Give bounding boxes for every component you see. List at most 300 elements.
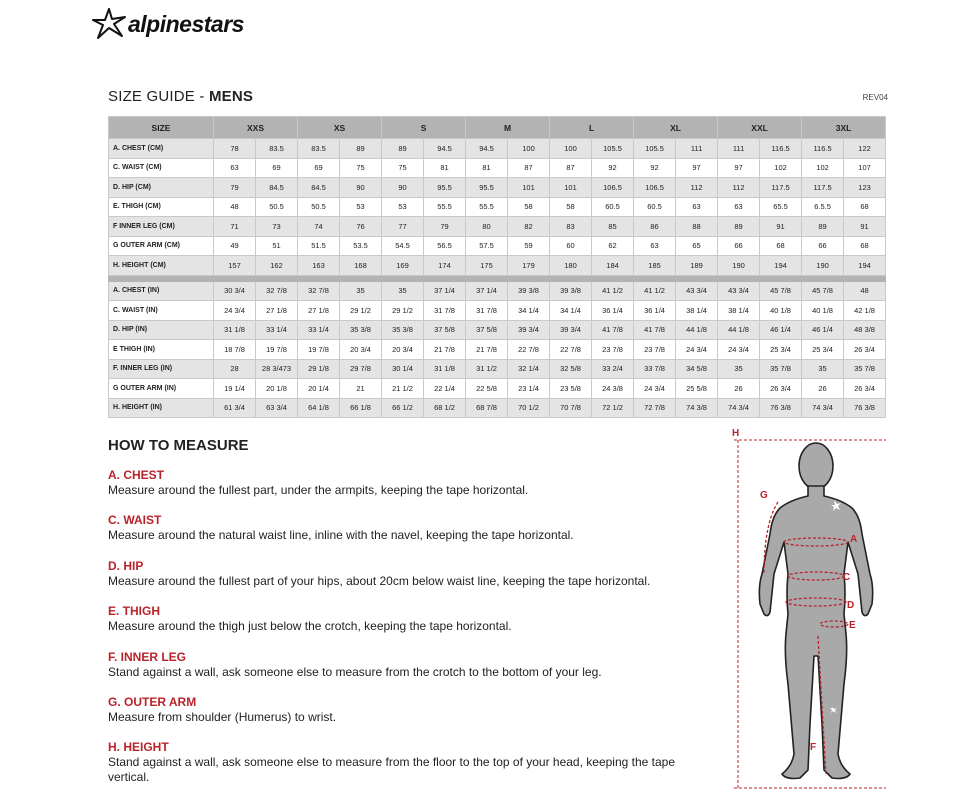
measure-description: Measure from shoulder (Humerus) to wrist. bbox=[108, 710, 337, 724]
table-cell: 75 bbox=[382, 158, 424, 178]
table-cell: 22 7/8 bbox=[550, 340, 592, 360]
page-title bbox=[108, 88, 253, 105]
table-cell: 32 7/8 bbox=[298, 281, 340, 301]
table-cell: 83.5 bbox=[256, 139, 298, 159]
table-cell: 28 bbox=[214, 359, 256, 379]
table-cell: 88 bbox=[676, 217, 718, 237]
table-cell: 25 5/8 bbox=[676, 379, 718, 399]
table-cell: 37 1/4 bbox=[466, 281, 508, 301]
size-header-xs: XS bbox=[298, 117, 382, 139]
table-cell: 75 bbox=[340, 158, 382, 178]
table-cell: 38 1/4 bbox=[718, 301, 760, 321]
table-cell: 40 1/8 bbox=[760, 301, 802, 321]
table-cell: 39 3/4 bbox=[508, 320, 550, 340]
table-row bbox=[109, 340, 886, 360]
table-cell: 89 bbox=[382, 139, 424, 159]
row-label: F INNER LEG (CM) bbox=[109, 217, 214, 237]
table-cell: 100 bbox=[550, 139, 592, 159]
table-cell: 80 bbox=[466, 217, 508, 237]
table-cell: 85 bbox=[592, 217, 634, 237]
table-cell: 24 3/4 bbox=[676, 340, 718, 360]
table-cell: 168 bbox=[340, 256, 382, 276]
table-cell: 123 bbox=[844, 178, 886, 198]
row-label: E THIGH (IN) bbox=[109, 340, 214, 360]
row-label: A. CHEST (CM) bbox=[109, 139, 214, 159]
table-cell: 73 bbox=[256, 217, 298, 237]
table-cell: 89 bbox=[802, 217, 844, 237]
table-cell: 26 3/4 bbox=[760, 379, 802, 399]
table-cell: 31 1/8 bbox=[214, 320, 256, 340]
table-row bbox=[109, 197, 886, 217]
measure-item bbox=[108, 513, 708, 543]
table-cell: 70 1/2 bbox=[508, 398, 550, 418]
table-cell: 48 bbox=[844, 281, 886, 301]
table-cell: 20 3/4 bbox=[340, 340, 382, 360]
table-cell: 112 bbox=[676, 178, 718, 198]
table-cell: 102 bbox=[802, 158, 844, 178]
table-cell: 22 5/8 bbox=[466, 379, 508, 399]
table-cell: 68 7/8 bbox=[466, 398, 508, 418]
table-cell: 46 1/4 bbox=[802, 320, 844, 340]
table-cell: 31 1/2 bbox=[466, 359, 508, 379]
table-cell: 189 bbox=[676, 256, 718, 276]
table-cell: 190 bbox=[802, 256, 844, 276]
table-cell: 35 7/8 bbox=[844, 359, 886, 379]
row-label: H. HEIGHT (IN) bbox=[109, 398, 214, 418]
table-cell: 6.5.5 bbox=[802, 197, 844, 217]
table-row bbox=[109, 379, 886, 399]
table-cell: 22 1/4 bbox=[424, 379, 466, 399]
table-cell: 169 bbox=[382, 256, 424, 276]
measure-item bbox=[108, 740, 708, 785]
table-cell: 33 1/4 bbox=[298, 320, 340, 340]
table-cell: 101 bbox=[550, 178, 592, 198]
row-label: E. THIGH (CM) bbox=[109, 197, 214, 217]
table-cell: 32 5/8 bbox=[550, 359, 592, 379]
table-cell: 21 1/2 bbox=[382, 379, 424, 399]
row-label: D. HIP (CM) bbox=[109, 178, 214, 198]
table-cell: 106.5 bbox=[592, 178, 634, 198]
table-cell: 26 bbox=[802, 379, 844, 399]
table-cell: 48 3/8 bbox=[844, 320, 886, 340]
table-cell: 117.5 bbox=[760, 178, 802, 198]
table-cell: 157 bbox=[214, 256, 256, 276]
figure-label-e: E bbox=[849, 620, 856, 631]
table-cell: 29 7/8 bbox=[340, 359, 382, 379]
table-cell: 29 1/8 bbox=[298, 359, 340, 379]
table-cell: 29 1/2 bbox=[382, 301, 424, 321]
table-cell: 175 bbox=[466, 256, 508, 276]
table-cell: 68 1/2 bbox=[424, 398, 466, 418]
title-gender: MENS bbox=[208, 88, 254, 105]
table-cell: 68 bbox=[760, 236, 802, 256]
table-cell: 194 bbox=[844, 256, 886, 276]
table-cell: 60 bbox=[550, 236, 592, 256]
table-cell: 66 1/2 bbox=[382, 398, 424, 418]
table-cell: 76 3/8 bbox=[844, 398, 886, 418]
table-cell: 163 bbox=[298, 256, 340, 276]
table-cell: 31 1/8 bbox=[424, 359, 466, 379]
table-cell: 35 bbox=[802, 359, 844, 379]
table-row bbox=[109, 320, 886, 340]
table-cell: 60.5 bbox=[634, 197, 676, 217]
table-cell: 41 7/8 bbox=[634, 320, 676, 340]
size-header-s: S bbox=[382, 117, 466, 139]
row-label: A. CHEST (IN) bbox=[109, 281, 214, 301]
table-cell: 82 bbox=[508, 217, 550, 237]
table-row bbox=[109, 217, 886, 237]
table-cell: 33 1/4 bbox=[256, 320, 298, 340]
body-silhouette bbox=[759, 443, 872, 779]
table-cell: 51.5 bbox=[298, 236, 340, 256]
table-cell: 26 bbox=[718, 379, 760, 399]
table-cell: 29 1/2 bbox=[340, 301, 382, 321]
table-cell: 106.5 bbox=[634, 178, 676, 198]
figure-label-d: D bbox=[847, 600, 855, 611]
measure-item bbox=[108, 559, 708, 589]
table-cell: 25 3/4 bbox=[760, 340, 802, 360]
table-cell: 72 1/2 bbox=[592, 398, 634, 418]
table-cell: 184 bbox=[592, 256, 634, 276]
table-cell: 37 5/8 bbox=[466, 320, 508, 340]
row-label: C. WAIST (IN) bbox=[109, 301, 214, 321]
size-column-header: SIZE bbox=[109, 117, 214, 139]
table-cell: 38 1/4 bbox=[676, 301, 718, 321]
size-table-body bbox=[109, 139, 886, 418]
table-cell: 66 1/8 bbox=[340, 398, 382, 418]
table-cell: 111 bbox=[676, 139, 718, 159]
table-cell: 50.5 bbox=[298, 197, 340, 217]
table-cell: 65.5 bbox=[760, 197, 802, 217]
body-figure bbox=[730, 424, 890, 794]
table-cell: 21 bbox=[340, 379, 382, 399]
table-cell: 33 7/8 bbox=[634, 359, 676, 379]
measure-item bbox=[108, 604, 708, 634]
table-cell: 18 7/8 bbox=[214, 340, 256, 360]
row-label: G OUTER ARM (CM) bbox=[109, 236, 214, 256]
table-row bbox=[109, 139, 886, 159]
table-cell: 89 bbox=[718, 217, 760, 237]
table-cell: 44 1/8 bbox=[718, 320, 760, 340]
table-cell: 23 7/8 bbox=[592, 340, 634, 360]
table-cell: 25 3/4 bbox=[802, 340, 844, 360]
measure-heading: H. HEIGHT bbox=[108, 740, 169, 754]
table-cell: 56.5 bbox=[424, 236, 466, 256]
table-cell: 122 bbox=[844, 139, 886, 159]
table-cell: 28 3/473 bbox=[256, 359, 298, 379]
figure-label-c: C bbox=[843, 572, 851, 583]
table-row bbox=[109, 256, 886, 276]
table-cell: 53.5 bbox=[340, 236, 382, 256]
table-cell: 78 bbox=[214, 139, 256, 159]
table-cell: 63 bbox=[676, 197, 718, 217]
table-cell: 174 bbox=[424, 256, 466, 276]
table-cell: 19 7/8 bbox=[298, 340, 340, 360]
table-cell: 69 bbox=[298, 158, 340, 178]
table-cell: 30 1/4 bbox=[382, 359, 424, 379]
table-cell: 102 bbox=[760, 158, 802, 178]
table-cell: 74 3/8 bbox=[676, 398, 718, 418]
row-label: G OUTER ARM (IN) bbox=[109, 379, 214, 399]
brand-logo bbox=[92, 8, 244, 40]
table-cell: 86 bbox=[634, 217, 676, 237]
table-cell: 100 bbox=[508, 139, 550, 159]
table-cell: 105.5 bbox=[634, 139, 676, 159]
row-label: H. HEIGHT (CM) bbox=[109, 256, 214, 276]
table-cell: 92 bbox=[592, 158, 634, 178]
table-cell: 24 3/4 bbox=[634, 379, 676, 399]
measure-heading: C. WAIST bbox=[108, 513, 162, 527]
table-cell: 76 bbox=[340, 217, 382, 237]
table-cell: 43 3/4 bbox=[718, 281, 760, 301]
body-diagram bbox=[730, 424, 890, 794]
table-cell: 97 bbox=[718, 158, 760, 178]
table-cell: 34 5/8 bbox=[676, 359, 718, 379]
table-cell: 41 1/2 bbox=[592, 281, 634, 301]
table-cell: 162 bbox=[256, 256, 298, 276]
table-cell: 70 7/8 bbox=[550, 398, 592, 418]
table-cell: 36 1/4 bbox=[634, 301, 676, 321]
how-to-measure-title: HOW TO MEASURE bbox=[108, 437, 249, 454]
table-cell: 45 7/8 bbox=[760, 281, 802, 301]
table-cell: 26 3/4 bbox=[844, 379, 886, 399]
table-cell: 44 1/8 bbox=[676, 320, 718, 340]
table-cell: 66 bbox=[718, 236, 760, 256]
table-cell: 91 bbox=[760, 217, 802, 237]
table-cell: 35 3/8 bbox=[382, 320, 424, 340]
table-cell: 30 3/4 bbox=[214, 281, 256, 301]
table-cell: 45 7/8 bbox=[802, 281, 844, 301]
table-cell: 20 1/4 bbox=[298, 379, 340, 399]
table-cell: 32 7/8 bbox=[256, 281, 298, 301]
table-cell: 84.5 bbox=[298, 178, 340, 198]
table-cell: 68 bbox=[844, 197, 886, 217]
measure-heading: A. CHEST bbox=[108, 468, 165, 482]
table-cell: 36 1/4 bbox=[592, 301, 634, 321]
table-cell: 37 5/8 bbox=[424, 320, 466, 340]
table-cell: 94.5 bbox=[424, 139, 466, 159]
table-cell: 63 3/4 bbox=[256, 398, 298, 418]
table-cell: 51 bbox=[256, 236, 298, 256]
table-cell: 72 7/8 bbox=[634, 398, 676, 418]
table-cell: 94.5 bbox=[466, 139, 508, 159]
figure-label-g: G bbox=[760, 490, 768, 501]
table-cell: 117.5 bbox=[802, 178, 844, 198]
table-cell: 71 bbox=[214, 217, 256, 237]
table-cell: 68 bbox=[844, 236, 886, 256]
table-cell: 81 bbox=[466, 158, 508, 178]
size-header-3xl: 3XL bbox=[802, 117, 886, 139]
measure-description: Stand against a wall, ask someone else to measure from the crotch to the bottom of your leg. bbox=[108, 665, 602, 679]
table-cell: 31 7/8 bbox=[424, 301, 466, 321]
size-table bbox=[108, 116, 886, 418]
table-cell: 21 7/8 bbox=[424, 340, 466, 360]
table-cell: 190 bbox=[718, 256, 760, 276]
table-cell: 63 bbox=[634, 236, 676, 256]
table-cell: 116.5 bbox=[802, 139, 844, 159]
size-header-xl: XL bbox=[634, 117, 718, 139]
table-cell: 79 bbox=[424, 217, 466, 237]
table-row bbox=[109, 236, 886, 256]
table-cell: 50.5 bbox=[256, 197, 298, 217]
table-cell: 101 bbox=[508, 178, 550, 198]
table-cell: 55.5 bbox=[424, 197, 466, 217]
table-cell: 23 5/8 bbox=[550, 379, 592, 399]
size-header-row bbox=[109, 117, 886, 139]
table-cell: 83.5 bbox=[298, 139, 340, 159]
measure-description: Measure around the natural waist line, inline with the navel, keeping the tape horizontal. bbox=[108, 528, 574, 542]
table-cell: 41 1/2 bbox=[634, 281, 676, 301]
table-row bbox=[109, 301, 886, 321]
table-cell: 58 bbox=[550, 197, 592, 217]
table-row bbox=[109, 178, 886, 198]
table-cell: 95.5 bbox=[466, 178, 508, 198]
title-row bbox=[108, 86, 888, 108]
table-cell: 34 1/4 bbox=[508, 301, 550, 321]
table-row bbox=[109, 281, 886, 301]
table-cell: 87 bbox=[550, 158, 592, 178]
table-cell: 63 bbox=[718, 197, 760, 217]
table-row bbox=[109, 359, 886, 379]
table-cell: 33 2/4 bbox=[592, 359, 634, 379]
measure-item bbox=[108, 695, 708, 725]
alpinestars-star-icon bbox=[92, 8, 126, 40]
table-cell: 59 bbox=[508, 236, 550, 256]
table-cell: 112 bbox=[718, 178, 760, 198]
table-cell: 24 3/4 bbox=[718, 340, 760, 360]
row-label: F. INNER LEG (IN) bbox=[109, 359, 214, 379]
table-cell: 79 bbox=[214, 178, 256, 198]
table-cell: 20 1/8 bbox=[256, 379, 298, 399]
table-cell: 40 1/8 bbox=[802, 301, 844, 321]
table-row bbox=[109, 158, 886, 178]
measure-heading: G. OUTER ARM bbox=[108, 695, 197, 709]
table-cell: 185 bbox=[634, 256, 676, 276]
table-cell: 49 bbox=[214, 236, 256, 256]
revision-code: REV04 bbox=[862, 93, 888, 102]
measure-description: Measure around the fullest part of your hips, about 20cm below waist line, keeping the tape horizontal. bbox=[108, 574, 651, 588]
table-cell: 35 7/8 bbox=[760, 359, 802, 379]
table-row bbox=[109, 398, 886, 418]
table-cell: 21 7/8 bbox=[466, 340, 508, 360]
size-header-xxl: XXL bbox=[718, 117, 802, 139]
table-cell: 116.5 bbox=[760, 139, 802, 159]
table-cell: 35 3/8 bbox=[340, 320, 382, 340]
table-cell: 95.5 bbox=[424, 178, 466, 198]
table-cell: 19 7/8 bbox=[256, 340, 298, 360]
table-cell: 97 bbox=[676, 158, 718, 178]
measure-heading: F. INNER LEG bbox=[108, 650, 187, 664]
table-cell: 91 bbox=[844, 217, 886, 237]
table-cell: 41 7/8 bbox=[592, 320, 634, 340]
table-cell: 23 7/8 bbox=[634, 340, 676, 360]
measure-heading: D. HIP bbox=[108, 559, 144, 573]
table-cell: 24 3/4 bbox=[214, 301, 256, 321]
table-cell: 27 1/8 bbox=[298, 301, 340, 321]
table-cell: 20 3/4 bbox=[382, 340, 424, 360]
table-cell: 22 7/8 bbox=[508, 340, 550, 360]
table-cell: 26 3/4 bbox=[844, 340, 886, 360]
table-cell: 39 3/8 bbox=[550, 281, 592, 301]
size-header-xxs: XXS bbox=[214, 117, 298, 139]
measure-description: Stand against a wall, ask someone else to measure from the floor to the top of your head, keeping the tape vertical. bbox=[108, 755, 676, 784]
table-cell: 90 bbox=[382, 178, 424, 198]
size-header-m: M bbox=[466, 117, 550, 139]
table-cell: 74 3/4 bbox=[718, 398, 760, 418]
brand-name: alpinestars bbox=[128, 10, 244, 37]
table-cell: 34 1/4 bbox=[550, 301, 592, 321]
table-cell: 39 3/8 bbox=[508, 281, 550, 301]
table-cell: 24 3/8 bbox=[592, 379, 634, 399]
table-cell: 31 7/8 bbox=[466, 301, 508, 321]
table-cell: 69 bbox=[256, 158, 298, 178]
table-cell: 32 1/4 bbox=[508, 359, 550, 379]
row-label: D. HIP (IN) bbox=[109, 320, 214, 340]
table-cell: 105.5 bbox=[592, 139, 634, 159]
table-cell: 76 3/8 bbox=[760, 398, 802, 418]
title-prefix: SIZE GUIDE - bbox=[108, 88, 209, 105]
table-cell: 66 bbox=[802, 236, 844, 256]
size-header-l: L bbox=[550, 117, 634, 139]
row-label: C. WAIST (CM) bbox=[109, 158, 214, 178]
table-cell: 61 3/4 bbox=[214, 398, 256, 418]
table-cell: 43 3/4 bbox=[676, 281, 718, 301]
table-cell: 27 1/8 bbox=[256, 301, 298, 321]
figure-label-h: H bbox=[732, 428, 740, 439]
table-cell: 60.5 bbox=[592, 197, 634, 217]
table-cell: 65 bbox=[676, 236, 718, 256]
table-cell: 107 bbox=[844, 158, 886, 178]
table-cell: 84.5 bbox=[256, 178, 298, 198]
table-cell: 180 bbox=[550, 256, 592, 276]
table-cell: 62 bbox=[592, 236, 634, 256]
table-cell: 89 bbox=[340, 139, 382, 159]
table-cell: 35 bbox=[718, 359, 760, 379]
table-cell: 77 bbox=[382, 217, 424, 237]
measure-item bbox=[108, 468, 708, 498]
table-cell: 179 bbox=[508, 256, 550, 276]
table-cell: 48 bbox=[214, 197, 256, 217]
table-cell: 53 bbox=[382, 197, 424, 217]
table-cell: 23 1/4 bbox=[508, 379, 550, 399]
table-cell: 90 bbox=[340, 178, 382, 198]
table-cell: 53 bbox=[340, 197, 382, 217]
table-cell: 83 bbox=[550, 217, 592, 237]
table-cell: 39 3/4 bbox=[550, 320, 592, 340]
table-cell: 111 bbox=[718, 139, 760, 159]
table-cell: 81 bbox=[424, 158, 466, 178]
table-cell: 55.5 bbox=[466, 197, 508, 217]
table-cell: 74 bbox=[298, 217, 340, 237]
table-cell: 64 1/8 bbox=[298, 398, 340, 418]
figure-label-f: F bbox=[810, 742, 817, 753]
figure-label-a: A bbox=[850, 534, 858, 545]
table-cell: 37 1/4 bbox=[424, 281, 466, 301]
table-cell: 63 bbox=[214, 158, 256, 178]
table-cell: 54.5 bbox=[382, 236, 424, 256]
measure-item bbox=[108, 650, 708, 680]
table-cell: 87 bbox=[508, 158, 550, 178]
table-cell: 58 bbox=[508, 197, 550, 217]
table-cell: 42 1/8 bbox=[844, 301, 886, 321]
table-cell: 46 1/4 bbox=[760, 320, 802, 340]
table-cell: 92 bbox=[634, 158, 676, 178]
table-cell: 194 bbox=[760, 256, 802, 276]
measure-heading: E. THIGH bbox=[108, 604, 161, 618]
table-cell: 74 3/4 bbox=[802, 398, 844, 418]
table-cell: 35 bbox=[382, 281, 424, 301]
measure-description: Measure around the fullest part, under the armpits, keeping the tape horizontal. bbox=[108, 483, 529, 497]
